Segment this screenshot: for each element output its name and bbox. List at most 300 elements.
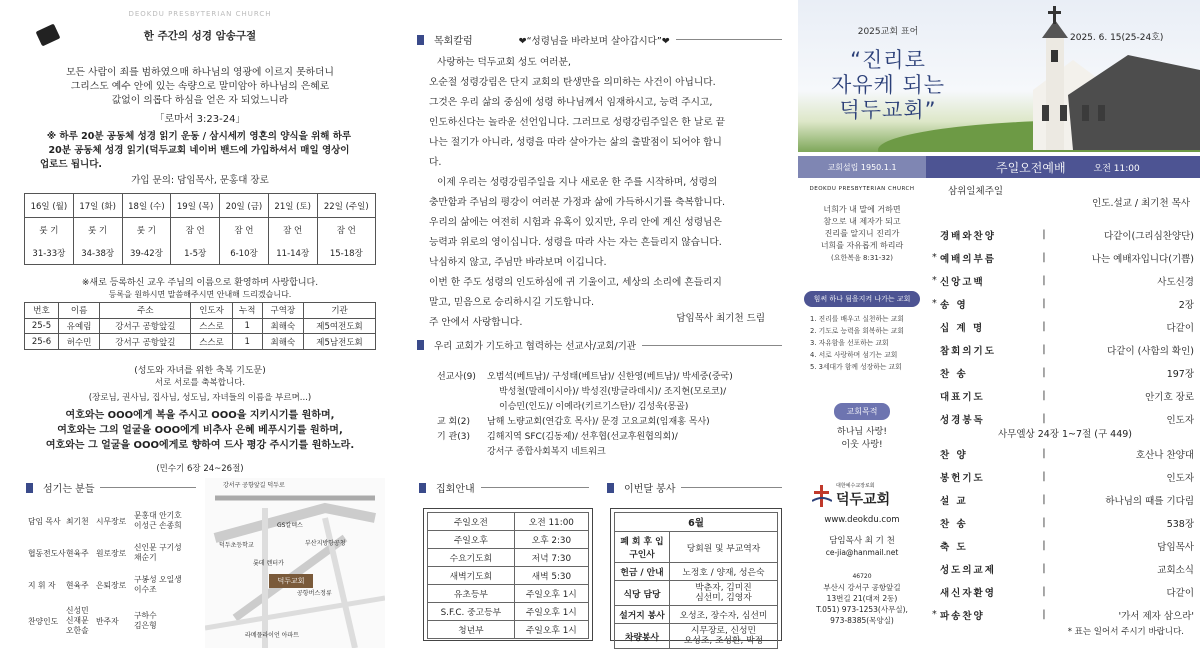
section-marker bbox=[417, 35, 424, 45]
order-item bbox=[932, 580, 1198, 603]
order-value: 나는 예배자입니다(기쁨) bbox=[1091, 253, 1194, 265]
purpose-title: 교회목적 bbox=[846, 407, 878, 416]
duty-person: 당회원 및 부교역자 bbox=[670, 532, 778, 563]
verse-line: 값없이 의롭다 하심을 얻은 자 되었느니라 bbox=[111, 95, 289, 106]
person: 문홍대 안기호 이성근 손종희 bbox=[134, 511, 182, 530]
separator: | bbox=[1042, 413, 1046, 424]
order-item bbox=[932, 603, 1198, 626]
reading-chapter: 31-33장 bbox=[25, 241, 74, 264]
cell: 허수민 bbox=[58, 334, 99, 350]
list-item bbox=[437, 430, 777, 460]
motto bbox=[808, 48, 968, 123]
phone-line: 973-8385(목양실) bbox=[830, 616, 894, 625]
goal-pill bbox=[804, 291, 920, 307]
service-title-box bbox=[926, 156, 1200, 178]
person: 신인문 구기성 채순기 bbox=[134, 543, 182, 562]
cell: 오전 11:00 bbox=[514, 513, 588, 531]
paragraph-line: 이번 한 주도 성령의 인도하심에 귀 기울이고, 세상의 소리에 흔들리지 bbox=[429, 277, 722, 288]
notice-line: 업로드 됩니다. bbox=[40, 159, 102, 170]
order-item bbox=[932, 223, 1198, 246]
paragraph-line: 우리의 삶에는 여전히 시험과 유혹이 있지만, 우리 안에 계신 성령님은 bbox=[429, 217, 722, 228]
map-label: 부산지방항공청 bbox=[305, 540, 346, 547]
paragraph-line: 충만함과 주님의 평강이 여러분 가정과 삶에 가득하시기를 축복합니다. bbox=[429, 197, 726, 208]
logo-text bbox=[836, 482, 890, 509]
role: 시무장로 bbox=[96, 516, 127, 526]
duty-role: 설거지 봉사 bbox=[615, 606, 670, 624]
logo-name: 덕두교회 bbox=[836, 492, 891, 508]
cell: 강서구 공항앞길 bbox=[100, 318, 191, 334]
divider bbox=[481, 487, 589, 488]
purpose-pill bbox=[834, 403, 890, 420]
founded-box bbox=[798, 156, 926, 178]
order-label: 성도의교제 bbox=[940, 564, 996, 576]
cell: 유초등부 bbox=[428, 585, 515, 603]
order-item bbox=[932, 292, 1198, 315]
mission-title: 우리 교회가 기도하고 협력하는 선교사/교회/기관 bbox=[434, 341, 637, 352]
cell: 주일오후 1시 bbox=[514, 621, 588, 639]
order-list-1 bbox=[932, 223, 1198, 430]
pastor-name: 담임목사 최 기 천 bbox=[829, 536, 895, 546]
signature: 담임목사 최기천 드림 bbox=[676, 313, 765, 324]
reading-books-row bbox=[25, 218, 376, 241]
section-marker bbox=[417, 340, 424, 350]
order-item bbox=[932, 511, 1198, 534]
order-value: 사도신경 bbox=[1157, 276, 1194, 288]
table-row bbox=[25, 318, 376, 334]
duty-role: 차량봉사 bbox=[615, 624, 670, 649]
table-row bbox=[428, 513, 589, 531]
person: 구봉성 오일생 이수조 bbox=[134, 575, 182, 594]
map-roads bbox=[205, 478, 385, 648]
members-header bbox=[25, 303, 376, 319]
reading-book: 잠 언 bbox=[171, 218, 220, 241]
col-header: 구역장 bbox=[262, 303, 303, 319]
list-item bbox=[28, 505, 196, 537]
purpose-text bbox=[798, 426, 926, 452]
duty-role: 식당 담당 bbox=[615, 581, 670, 606]
map-label: 공항버스정류 bbox=[297, 590, 332, 597]
column-heading: ❤“성령님을 바라보며 살아갑시다”❤ bbox=[518, 35, 670, 47]
cell: 새벽기도회 bbox=[428, 567, 515, 585]
reading-book: 룻 기 bbox=[25, 218, 74, 241]
duty-box bbox=[610, 508, 782, 646]
separator: | bbox=[1042, 609, 1046, 620]
cell: 1 bbox=[232, 318, 262, 334]
reading-day: 22일 (주일) bbox=[317, 194, 375, 218]
separator: | bbox=[1042, 586, 1046, 597]
separator: | bbox=[1042, 298, 1046, 309]
meetings-table bbox=[427, 512, 589, 639]
servers-header bbox=[26, 480, 196, 495]
cell: 주일오후 bbox=[428, 531, 515, 549]
reading-book: 룻 기 bbox=[122, 218, 171, 241]
list-item bbox=[28, 537, 196, 569]
map-label: 라메플라이언 아파트 bbox=[245, 632, 300, 639]
verse-line: 그리스도 예수 안에 있는 속량으로 말미암아 하나님의 은혜로 bbox=[70, 81, 330, 92]
reading-book: 잠 언 bbox=[317, 218, 375, 241]
table-row bbox=[428, 549, 589, 567]
mission-line: 김해지역 SFC(김동제)/ 선후협(선교후원협의회)/ bbox=[487, 432, 678, 442]
blessing-text bbox=[10, 408, 390, 453]
separator: | bbox=[1042, 390, 1046, 401]
paragraph-line: 다. bbox=[429, 157, 442, 168]
col-header: 인도자 bbox=[191, 303, 232, 319]
column-title: 목회칼럼 bbox=[434, 36, 473, 47]
paragraph-line: 오순절 성령강림은 단지 교회의 탄생만을 의미하는 사건이 아닙니다. bbox=[429, 77, 716, 88]
mission-line: 이승민(인도)/ 이예라(키르기스탄)/ 김성욱(몽골) bbox=[499, 402, 689, 412]
paragraph-line: 그것은 우리 삶의 중심에 성령 하나님께서 임재하시고, 능력 주시고, bbox=[429, 97, 713, 108]
separator: | bbox=[1042, 471, 1046, 482]
quote-line: 참으로 내 제자가 되고 bbox=[823, 217, 901, 226]
mission-label: 기 관(3) bbox=[437, 432, 470, 442]
header-banner bbox=[798, 0, 1200, 152]
cell: 제5여전도회 bbox=[304, 318, 376, 334]
cell: 저녁 7:30 bbox=[514, 549, 588, 567]
purpose-line: 이웃 사랑! bbox=[841, 440, 883, 450]
order-value: 호산나 찬양대 bbox=[1135, 449, 1194, 461]
reading-day: 17일 (화) bbox=[73, 194, 122, 218]
mission-header bbox=[417, 338, 782, 352]
reading-day: 16일 (월) bbox=[25, 194, 74, 218]
blessing-note: (장로님, 권사님, 집사님, 성도님, 자녀들의 이름을 부르며...) bbox=[88, 393, 312, 403]
list-item bbox=[28, 569, 196, 601]
order-list-2 bbox=[932, 442, 1198, 626]
col-header: 번호 bbox=[25, 303, 59, 319]
blessing-line: 여호와는 OOO에게 복을 주시고 OOO을 지키시기를 원하며, bbox=[65, 410, 335, 421]
service-time: 오전 11:00 bbox=[1093, 163, 1140, 174]
list-item: 5. 3세대가 함께 성장하는 교회 bbox=[810, 363, 902, 371]
table-row bbox=[428, 531, 589, 549]
separator: | bbox=[1042, 275, 1046, 286]
mission-label: 교 회(2) bbox=[437, 417, 470, 427]
church-logo bbox=[812, 482, 926, 509]
duty-role: 헌금 / 안내 bbox=[615, 563, 670, 581]
mission-line: 남해 노량교회(연갑호 목사)/ 문경 고요교회(임재홍 목사) bbox=[487, 417, 710, 427]
cell: 유예림 bbox=[58, 318, 99, 334]
reading-chapter: 1-5장 bbox=[171, 241, 220, 264]
reading-day: 18일 (수) bbox=[122, 194, 171, 218]
reading-book: 잠 언 bbox=[268, 218, 317, 241]
map-label: GS칼텍스 bbox=[277, 522, 303, 529]
duty-title: 이번달 봉사 bbox=[624, 484, 676, 495]
paragraph-line: 이제 우리는 성령강림주일을 지나 새로운 한 주를 시작하며, 성령의 bbox=[437, 177, 718, 188]
list-item: 4. 서로 사랑하며 섬기는 교회 bbox=[810, 351, 898, 359]
order-item bbox=[932, 269, 1198, 292]
section-marker bbox=[419, 483, 426, 493]
list-item bbox=[437, 415, 777, 430]
col-header: 주소 bbox=[100, 303, 191, 319]
list-item: 1. 진리를 배우고 실천하는 교회 bbox=[810, 315, 904, 323]
separator: | bbox=[1042, 540, 1046, 551]
section-marker bbox=[607, 483, 614, 493]
info-strip bbox=[798, 180, 926, 658]
motto-line: 자유케 되는 bbox=[830, 73, 946, 97]
order-label: 찬 송 bbox=[940, 518, 968, 530]
email[interactable]: ce-jia@hanmail.net bbox=[825, 548, 899, 557]
duty-header bbox=[607, 480, 782, 495]
order-value: 하나님의 때를 기다림 bbox=[1105, 495, 1194, 507]
address-block bbox=[798, 571, 926, 626]
join-info: 가입 문의: 담임목사, 문홍대 장로 bbox=[131, 175, 269, 186]
order-label: 봉헌기도 bbox=[940, 472, 985, 484]
order-label: 찬 송 bbox=[940, 368, 968, 380]
order-item bbox=[932, 442, 1198, 465]
order-label: 대표기도 bbox=[940, 391, 985, 403]
table-row bbox=[615, 606, 778, 624]
divider bbox=[642, 345, 782, 346]
footnote: * 표는 일어서 주시기 바랍니다. bbox=[1067, 627, 1184, 637]
verse-title: 한 주간의 성경 암송구절 bbox=[143, 30, 257, 42]
scripture: 사무엘상 24장 1~7절 (구 449) bbox=[997, 429, 1132, 440]
cell: 수요기도회 bbox=[428, 549, 515, 567]
column-body bbox=[429, 53, 769, 333]
order-value: '가서 제자 삼으라' bbox=[1118, 610, 1194, 622]
duty-month: 6월 bbox=[615, 513, 778, 532]
person: 현육주 bbox=[66, 580, 89, 590]
duty-role: 폐 회 후 입구인사 bbox=[615, 532, 670, 563]
list-item bbox=[28, 601, 196, 641]
english-name: DEOKDU PRESBYTERIAN CHURCH bbox=[809, 186, 915, 192]
list-item bbox=[437, 370, 777, 415]
person: 신성민 신재문 오한솔 bbox=[66, 606, 89, 635]
sunday-label: 삼위일체주일 bbox=[948, 186, 1004, 197]
motto-line: “진리로 bbox=[850, 48, 926, 72]
duty-person: 박춘자, 김미진 심선미, 김영자 bbox=[670, 581, 778, 606]
map-church-label: 덕두교회 bbox=[277, 577, 305, 585]
cell: 스스로 bbox=[191, 318, 232, 334]
blessing-ref: (민수기 6장 24~26절) bbox=[156, 464, 244, 474]
service-title: 주일오전예배 bbox=[996, 160, 1066, 175]
service-bar bbox=[798, 156, 1200, 178]
order-label: 신앙고백 bbox=[940, 276, 985, 288]
separator: | bbox=[1042, 252, 1046, 263]
address-line: 13번길 21(대저 2동) bbox=[826, 594, 898, 603]
role: 원로장로 bbox=[96, 548, 127, 558]
goal-title: 힘써 하나 됨을지켜 나가는 교회 bbox=[813, 295, 911, 303]
verse-ref: 「로마서 3:23-24」 bbox=[154, 114, 246, 125]
leader: 인도.설교 / 최기천 목사 bbox=[1092, 198, 1190, 209]
map-label: 롯데 렌터카 bbox=[253, 560, 284, 567]
cell: 강서구 공항앞길 bbox=[100, 334, 191, 350]
postal: 46720 bbox=[852, 573, 872, 580]
reading-day: 19일 (목) bbox=[171, 194, 220, 218]
members-table bbox=[24, 302, 376, 350]
order-value: 다같이(그리심찬양단) bbox=[1103, 230, 1194, 242]
order-label: 예배의부름 bbox=[940, 253, 996, 265]
column-right bbox=[798, 0, 1200, 658]
order-value: 인도자 bbox=[1166, 414, 1194, 426]
goal-list bbox=[810, 313, 926, 373]
table-row bbox=[615, 581, 778, 606]
role: 담임 목사 bbox=[28, 516, 61, 526]
reading-book: 잠 언 bbox=[220, 218, 269, 241]
verse-line: 모든 사람이 죄를 범하였으매 하나님의 영광에 이르지 못하더니 bbox=[66, 67, 334, 78]
reading-day: 21일 (토) bbox=[268, 194, 317, 218]
reading-chapter: 39-42장 bbox=[122, 241, 171, 264]
person: 구하수 김은형 bbox=[134, 611, 157, 630]
location-map bbox=[205, 478, 385, 648]
bible-quote bbox=[798, 204, 926, 264]
meetings-box bbox=[423, 508, 593, 641]
column-middle bbox=[405, 0, 790, 658]
cell: 주일오후 1시 bbox=[514, 585, 588, 603]
order-value: 197장 bbox=[1166, 368, 1194, 380]
cell: 새벽 5:30 bbox=[514, 567, 588, 585]
paragraph-line: 인도하신다는 놀라운 선언입니다. 그러므로 성령강림주일은 한 날로 끝 bbox=[429, 117, 726, 128]
reading-chapter: 34-38장 bbox=[73, 241, 122, 264]
issue-date: 2025. 6. 15(25-24호) bbox=[1070, 33, 1164, 43]
order-value: 2장 bbox=[1178, 299, 1194, 311]
logo-small: 대한예수교장로회 bbox=[836, 483, 875, 489]
reading-table bbox=[24, 193, 376, 265]
mission-line: 오범석(베트남)/ 구성태(베트남)/ 신한영(베트남)/ 박세중(중국) bbox=[487, 372, 733, 382]
col-header: 이름 bbox=[58, 303, 99, 319]
order-item bbox=[932, 534, 1198, 557]
order-label: 설 교 bbox=[940, 495, 968, 507]
separator: | bbox=[1042, 367, 1046, 378]
role: 찬양인도 bbox=[28, 616, 59, 626]
duty-person: 오성조, 장수자, 심선미 bbox=[670, 606, 778, 624]
paragraph-line: 주 안에서 사랑합니다. bbox=[429, 317, 523, 328]
person: 현육주 bbox=[66, 548, 89, 558]
divider bbox=[676, 39, 782, 40]
reading-day: 20일 (금) bbox=[220, 194, 269, 218]
blessing-title: (성도와 자녀를 위한 축복 기도문) bbox=[134, 366, 266, 376]
paragraph-line: 나는 절기가 아니라, 성령을 따라 살아가는 삶의 출발점이 되어야 합니 bbox=[429, 137, 722, 148]
meetings-title: 집회안내 bbox=[436, 484, 475, 495]
church-marker bbox=[269, 574, 313, 588]
table-row bbox=[615, 563, 778, 581]
cell: 제5남전도회 bbox=[304, 334, 376, 350]
duty-person: 시무장로, 신성민 오성조, 조성환, 박정 bbox=[670, 624, 778, 649]
order-value: 교회소식 bbox=[1157, 564, 1194, 576]
quote-line: 너희를 자유롭게 하리라 bbox=[820, 241, 904, 250]
bible-icon bbox=[36, 24, 61, 47]
reading-chapter: 15-18장 bbox=[317, 241, 375, 264]
list-item: 3. 자유함을 선포하는 교회 bbox=[810, 339, 889, 347]
role: 반주자 bbox=[96, 616, 119, 626]
order-item bbox=[932, 557, 1198, 580]
mission-line: 강서구 종합사회복지 네트워크 bbox=[487, 447, 606, 457]
stand-mark: * bbox=[932, 298, 937, 309]
verse-text bbox=[20, 66, 380, 108]
separator: | bbox=[1042, 344, 1046, 355]
cell: 최해숙 bbox=[262, 334, 303, 350]
order-item bbox=[932, 361, 1198, 384]
column-header bbox=[417, 32, 782, 47]
order-value: 안기호 장로 bbox=[1145, 391, 1194, 403]
order-label: 찬 양 bbox=[940, 449, 968, 461]
website[interactable]: www.deokdu.com bbox=[824, 515, 900, 525]
separator: | bbox=[1042, 321, 1046, 332]
notice-line: ※ 하루 20분 공동체 성경 읽기 운동 / 삼시세끼 영혼의 양식을 위해 하루 bbox=[46, 131, 352, 142]
role: 은퇴장로 bbox=[96, 580, 127, 590]
logo-icon bbox=[812, 485, 832, 507]
duty-table bbox=[614, 512, 778, 649]
quote-line: 진리를 알지니 진리가 bbox=[824, 229, 900, 238]
order-value: 538장 bbox=[1166, 518, 1194, 530]
mission-lines bbox=[487, 370, 733, 415]
cell: 스스로 bbox=[191, 334, 232, 350]
cell: 오후 2:30 bbox=[514, 531, 588, 549]
duty-person: 노정호 / 양재, 성은숙 bbox=[670, 563, 778, 581]
reading-book: 룻 기 bbox=[73, 218, 122, 241]
col-header: 기관 bbox=[304, 303, 376, 319]
column-left bbox=[0, 0, 395, 658]
purpose-line: 하나님 사랑! bbox=[837, 427, 887, 437]
separator: | bbox=[1042, 229, 1046, 240]
cell: 주일오전 bbox=[428, 513, 515, 531]
reading-chapters-row bbox=[25, 241, 376, 264]
mission-lines bbox=[487, 430, 678, 460]
paragraph-line: 말고, 믿음으로 승리하시길 기도합니다. bbox=[429, 297, 595, 308]
separator: | bbox=[1042, 517, 1046, 528]
order-item bbox=[932, 465, 1198, 488]
order-label: 송 영 bbox=[940, 299, 968, 311]
order-value: 다같이 bbox=[1166, 322, 1194, 334]
order-item bbox=[932, 315, 1198, 338]
list-item: 2. 기도로 능력을 회복하는 교회 bbox=[810, 327, 904, 335]
paragraph-line: 낙심하지 않고, 주님만 바라보며 이깁니다. bbox=[429, 257, 607, 268]
servers-title: 섬기는 분들 bbox=[43, 484, 95, 495]
cell: S.F.C. 중고등부 bbox=[428, 603, 515, 621]
stand-mark: * bbox=[932, 609, 937, 620]
blessing-line: 여호와는 그의 얼굴을 OOO에게 비추사 은혜 베푸시기를 원하며, bbox=[57, 425, 343, 436]
cell: 25-6 bbox=[25, 334, 59, 350]
order-label: 축 도 bbox=[940, 541, 968, 553]
order-value: 다같이 (사함의 확인) bbox=[1107, 345, 1194, 357]
address-line: 부산시 강서구 공항앞길 bbox=[823, 583, 901, 592]
table-row bbox=[428, 621, 589, 639]
order-item bbox=[932, 488, 1198, 511]
newcomer-sub: 등록을 원하시면 말씀해주시면 안내해 드리겠습니다. bbox=[108, 290, 292, 299]
order-value: 다같이 bbox=[1166, 587, 1194, 599]
motto-line: 덕두교회” bbox=[839, 98, 937, 122]
duty-month-row bbox=[615, 513, 778, 532]
blessing-sub: 서로 서로를 축복합니다. bbox=[154, 378, 246, 388]
divider bbox=[681, 487, 782, 488]
cell: 25-5 bbox=[25, 318, 59, 334]
servers-list bbox=[28, 505, 196, 641]
meetings-header bbox=[419, 480, 589, 495]
role: 지 휘 자 bbox=[28, 580, 56, 590]
table-row bbox=[615, 624, 778, 649]
map-label: 강서구 공항앞길 덕두로 bbox=[223, 482, 285, 489]
blessing-line: 여호와는 그 얼굴을 OOO에게로 향하여 드사 평강 주시기를 원하노라. bbox=[45, 440, 355, 451]
order-label: 파송찬양 bbox=[940, 610, 985, 622]
role: 협동전도사 bbox=[28, 548, 66, 558]
order-label: 새신자환영 bbox=[940, 587, 996, 599]
separator: | bbox=[1042, 448, 1046, 459]
order-label: 십 계 명 bbox=[940, 322, 985, 334]
table-row bbox=[428, 603, 589, 621]
order-label: 경배와찬양 bbox=[940, 230, 996, 242]
quote-line: 너희가 내 말에 거하면 bbox=[823, 205, 901, 214]
person: 최기천 bbox=[66, 516, 89, 526]
order-item bbox=[932, 384, 1198, 407]
order-value: 인도자 bbox=[1166, 472, 1194, 484]
founded: 교회설립 1950.1.1 bbox=[827, 162, 897, 172]
divider bbox=[100, 487, 196, 488]
map-label: 덕두초등학교 bbox=[219, 542, 254, 549]
section-marker bbox=[26, 483, 33, 493]
cell: 최해숙 bbox=[262, 318, 303, 334]
phone-line: T.051) 973-1253(사무실), bbox=[816, 605, 908, 614]
newcomer-title: ※새로 등록하신 교우 주님의 이름으로 환영하며 사랑합니다. bbox=[81, 278, 319, 288]
order-item bbox=[932, 246, 1198, 269]
table-row bbox=[428, 567, 589, 585]
paragraph-line: 사랑하는 덕두교회 성도 여러분, bbox=[437, 57, 571, 68]
